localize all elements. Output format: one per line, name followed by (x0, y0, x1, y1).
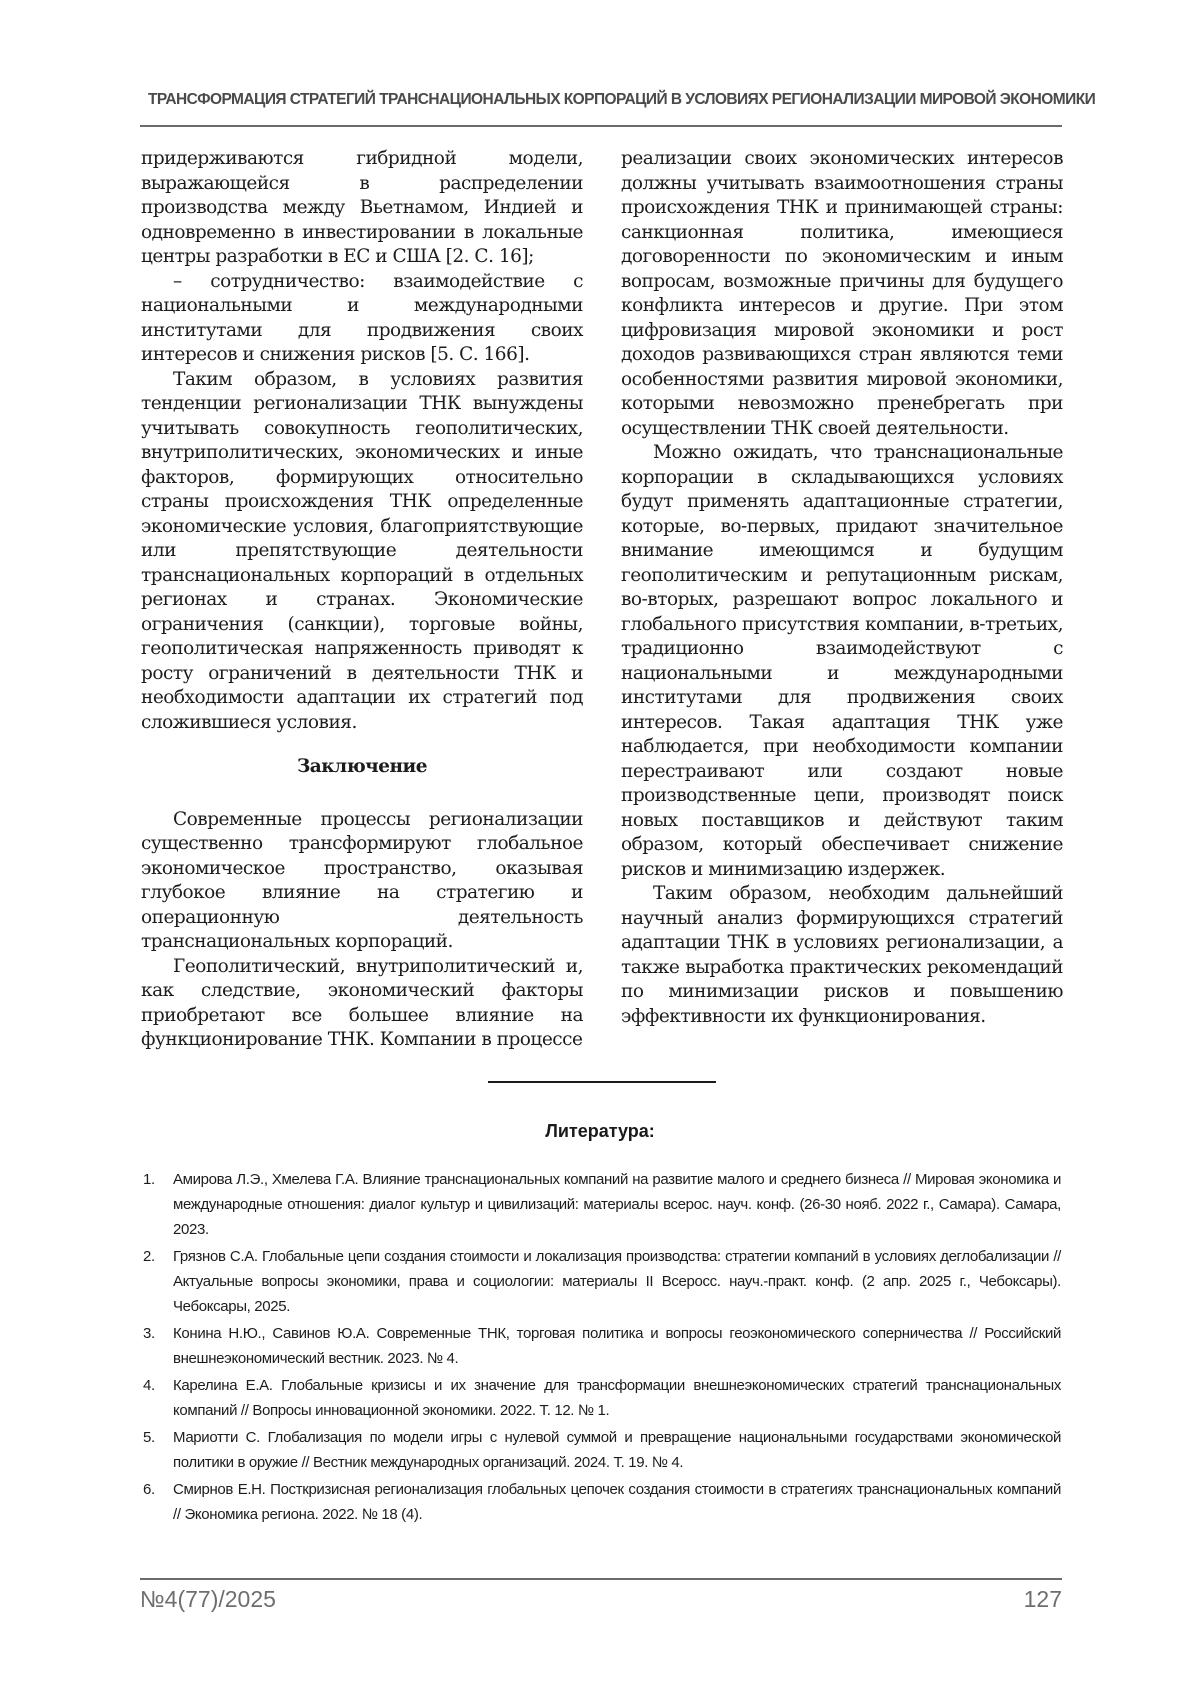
reference-item (143, 1477, 1061, 1527)
left-column (141, 147, 583, 1053)
reference-number: 2. (143, 1248, 155, 1265)
reference-text: Амирова Л.Э., Хмелева Г.А. Влияние транснациональных компаний на развитие малого и среднего бизнеса // Мировая экономика и международные отношения: диалог культур и цивилизаций: материалы всерос. науч. конф. (26-30 нояб. 2022 г., Самара). Самара, 2023. (173, 1171, 1061, 1238)
reference-number: 3. (143, 1325, 155, 1342)
conclusion-heading: Заключение (296, 756, 428, 777)
header-divider (140, 125, 1062, 127)
issue-number: №4(77)/2025 (140, 1586, 276, 1612)
references-title: Литература: (545, 1121, 655, 1141)
right-column (621, 147, 1063, 1029)
right-paragraph-3: Таким образом, необходим дальнейший научный анализ формирующихся стратегий адаптации ТНК в условиях регионализации, а также выработка практических рекомендаций по минимизации рисков и повышению эффективности их функционирования. (621, 883, 1063, 1027)
left-paragraph-3: Таким образом, в условиях развития тенденции регионализации ТНК вынуждены учитывать совокупность геополитических, внутриполитических, экономических и иные факторов, формирующих относительно страны происхождения ТНК определенные экономические условия, благоприятствующие или препятствующие деятельности транснациональных корпораций в отдельных регионах и странах. Экономические ограничения (санкции), торговые войны, геополитическая напряженность приводят к росту ограничений в деятельности ТНК и необходимости адаптации их стратегий под сложившиеся условия. (141, 368, 583, 733)
reference-text: Карелина Е.А. Глобальные кризисы и их значение для трансформации внешнеэкономических стратегий транснациональных компаний // Вопросы инновационной экономики. 2022. Т. 12. № 1. (173, 1377, 1061, 1419)
reference-item (143, 1244, 1061, 1319)
left-paragraph-1: придерживаются гибридной модели, выражающейся в распределении производства между Вьетнамом, Индией и одновременно в инвестировании в локальные центры разработки в ЕС и США [2. С. 16]; (141, 148, 583, 267)
reference-text: Конина Н.Ю., Савинов Ю.А. Современные ТНК, торговая политика и вопросы геоэкономического соперничества // Российский внешнеэкономический вестник. 2023. № 4. (173, 1325, 1061, 1367)
reference-text: Мариотти С. Глобализация по модели игры с нулевой суммой и превращение национальными государствами экономической политики в оружие // Вестник международных организаций. 2024. Т. 19. № 4. (173, 1429, 1061, 1471)
reference-item (143, 1425, 1061, 1475)
reference-number: 6. (143, 1481, 155, 1498)
reference-item (143, 1321, 1061, 1371)
right-paragraph-2: Можно ожидать, что транснациональные корпорации в складывающихся условиях будут применять адаптационные стратегии, которые, во-первых, придают значительное внимание имеющимся и будущим геополитическим и репутационным рискам, во-вторых, разрешают вопрос локального и глобального присутствия компании, в-третьих, традиционно взаимодействуют с национальными и международными институтами для продвижения своих интересов. Такая адаптация ТНК уже наблюдается, при необходимости компании перестраивают или создают новые производственные цепи, производят поиск новых поставщиков и действуют таким образом, который обеспечивает снижение рисков и минимизацию издержек. (621, 442, 1063, 880)
left-paragraph-4: Современные процессы регионализации существенно трансформируют глобальное экономическое пространство, оказывая глубокое влияние на стратегию и операционную деятельность транснациональных корпораций. (141, 808, 583, 952)
references-list (143, 1167, 1061, 1529)
footer-divider (140, 1578, 1062, 1580)
page-number: 127 (1023, 1586, 1062, 1612)
reference-text: Грязнов С.А. Глобальные цепи создания стоимости и локализация производства: стратегии компаний в условиях деглобализации // Актуальные вопросы экономики, права и социологии: материалы II Всеросс. науч.-практ. конф. (2 апр. 2025 г., Чебоксары). Чебоксары, 2025. (173, 1248, 1061, 1315)
reference-item (143, 1373, 1061, 1423)
reference-number: 4. (143, 1377, 155, 1394)
reference-text: Смирнов Е.Н. Посткризисная регионализация глобальных цепочек создания стоимости в стратегиях транснациональных компаний // Экономика региона. 2022. № 18 (4). (173, 1481, 1061, 1523)
running-title: ТРАНСФОРМАЦИЯ СТРАТЕГИЙ ТРАНСНАЦИОНАЛЬНЫХ КОРПОРАЦИЙ В УСЛОВИЯХ РЕГИОНАЛИЗАЦИИ МИРОВОЙ ЭКОНОМИКИ (148, 91, 1096, 108)
left-paragraph-2: – сотрудничество: взаимодействие с национальными и международными институтами для продвижения своих интересов и снижения рисков [5. С. 166]. (141, 270, 583, 365)
right-paragraph-1: реализации своих экономических интересов должны учитывать взаимоотношения страны происхождения ТНК и принимающей страны: санкционная политика, имеющиеся договоренности по экономическим и иным вопросам, возможные причины для будущего конфликта интересов и другие. При этом цифровизация мировой экономики и рост доходов развивающихся стран являются теми особенностями развития мировой экономики, которыми невозможно пренебрегать при осуществлении ТНК своей деятельности. (621, 148, 1063, 439)
reference-number: 1. (143, 1171, 155, 1188)
section-separator (488, 1081, 716, 1083)
left-paragraph-5: Геополитический, внутриполитический и, как следствие, экономический факторы приобретают все большее влияние на функционирование ТНК. Компании в процессе (141, 955, 583, 1050)
reference-number: 5. (143, 1429, 155, 1446)
reference-item (143, 1167, 1061, 1242)
